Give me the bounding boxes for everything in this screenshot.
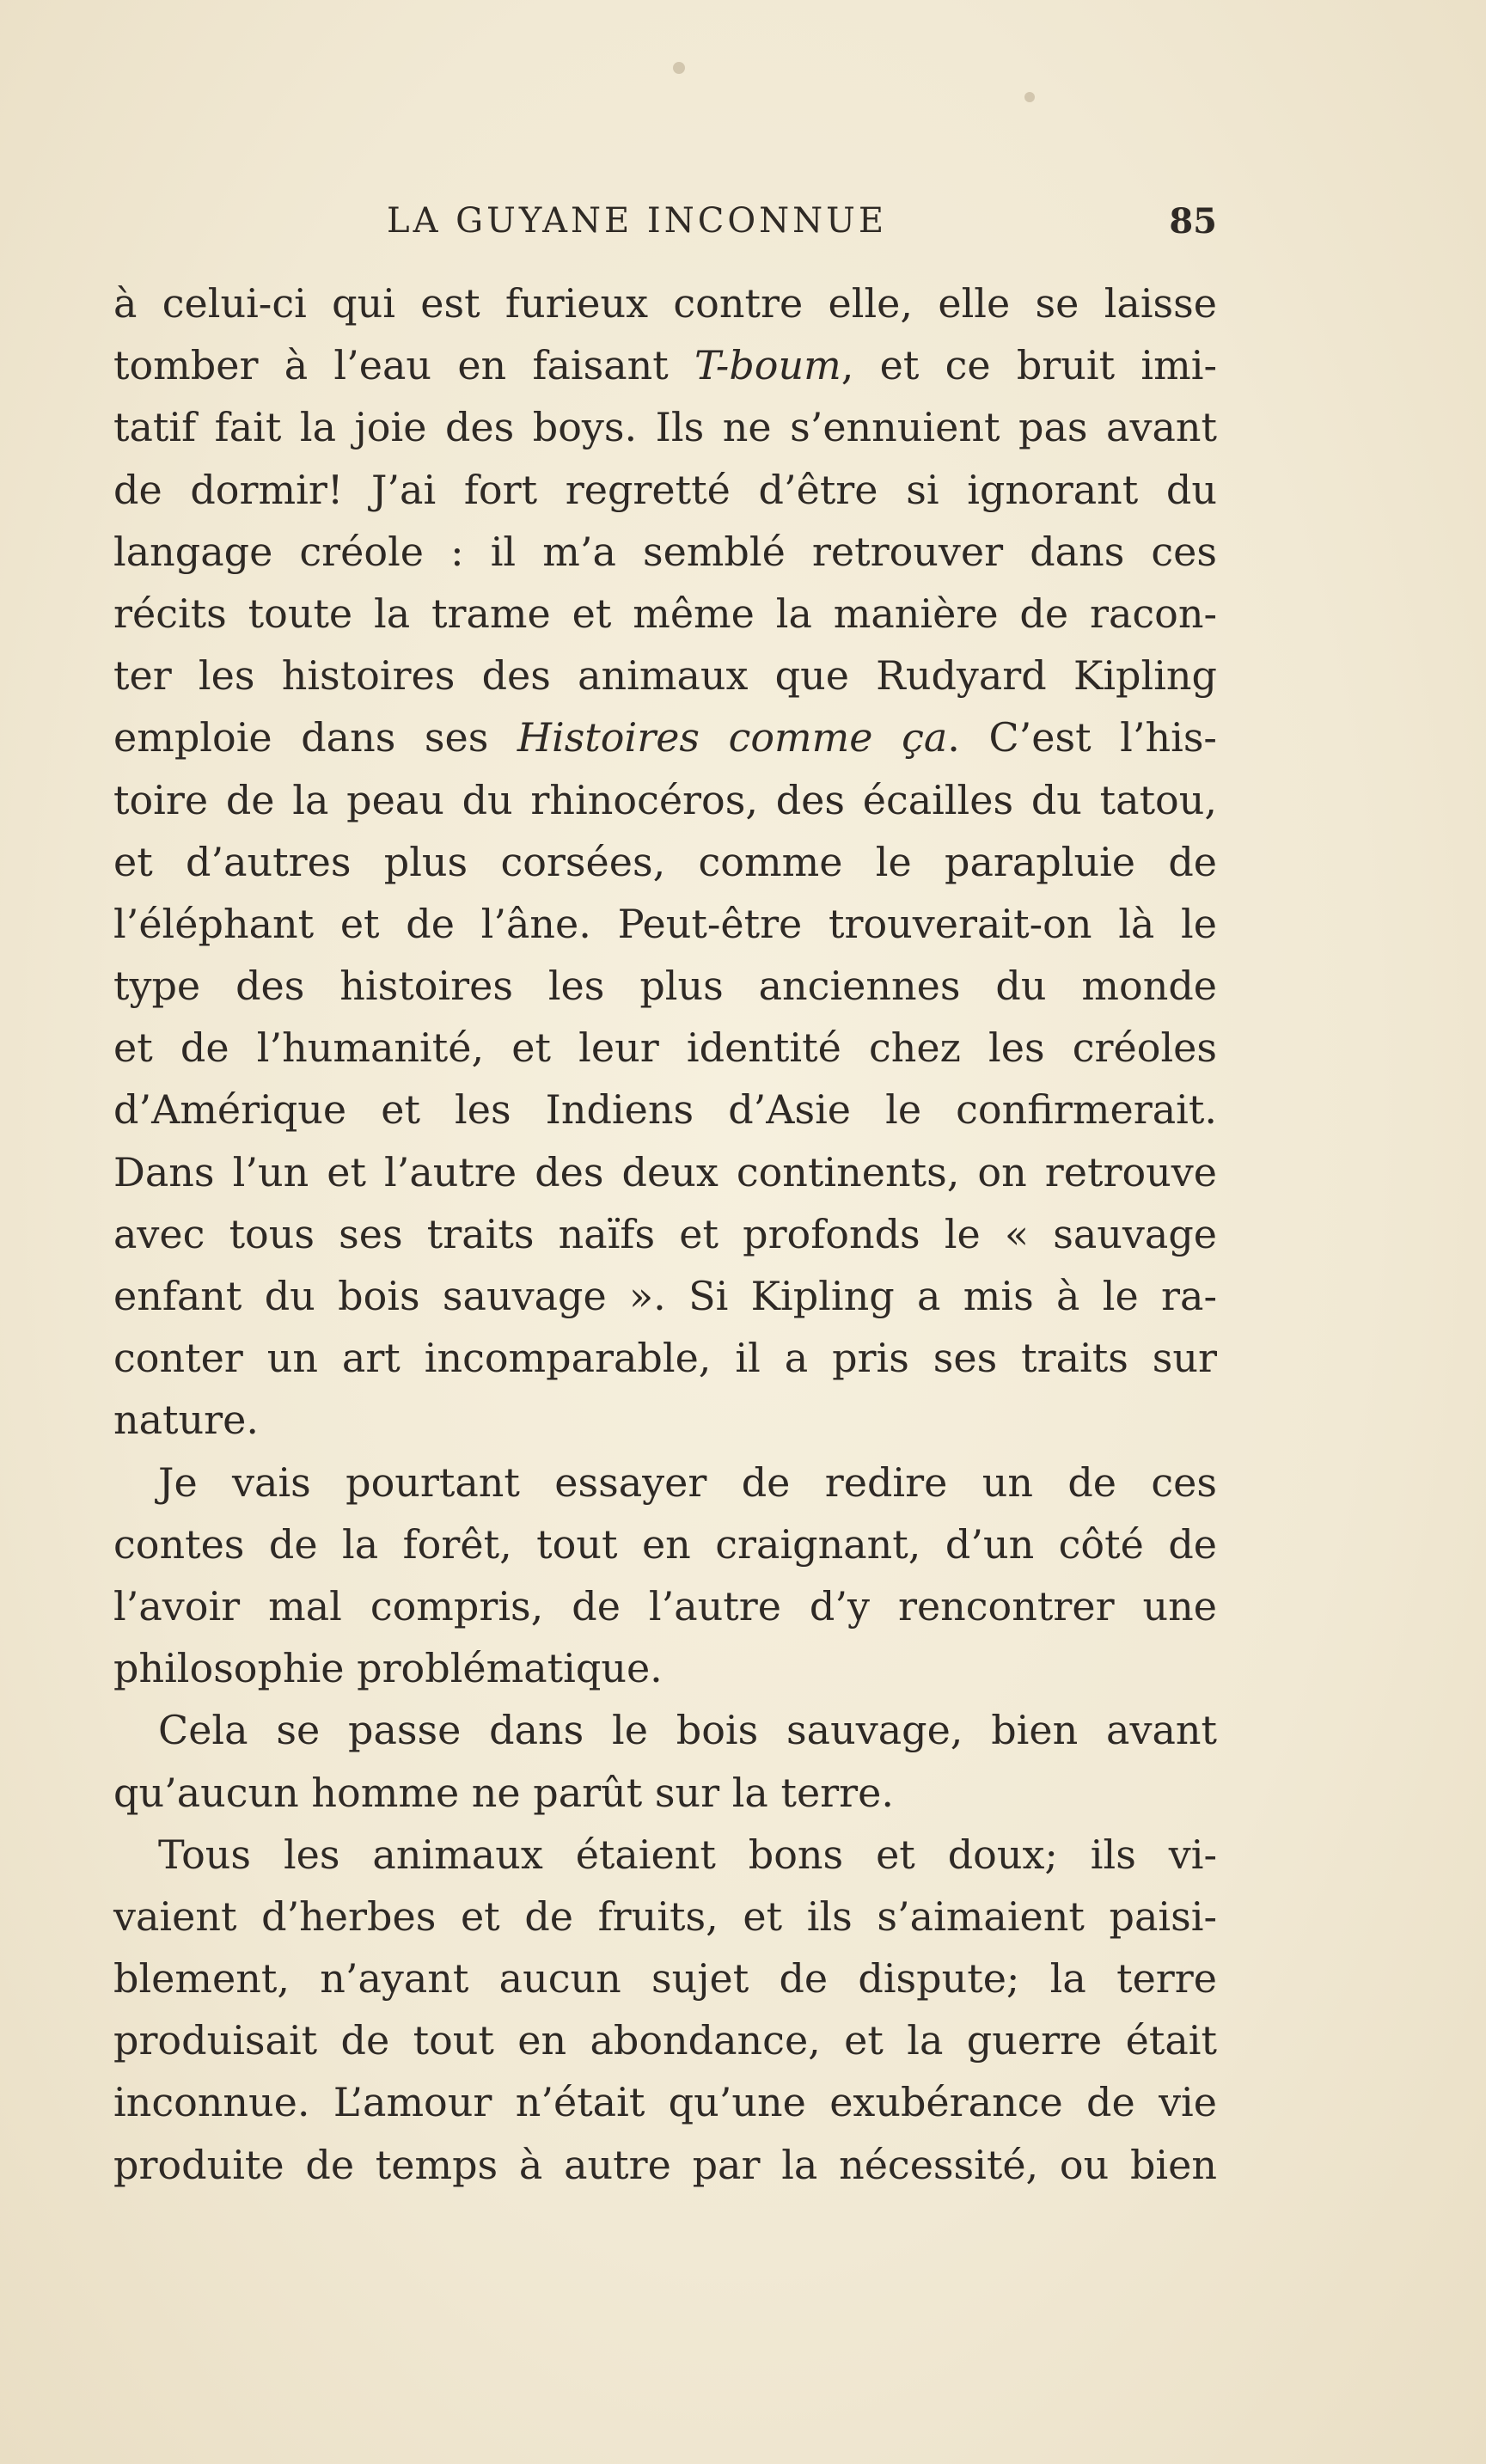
text-line: Cela se passe dans le bois sauvage, bien avant (158, 1707, 1217, 1754)
text-line: type des histoires les plus anciennes du monde (113, 963, 1217, 1010)
text-line: et de l’humanité, et leur identité chez les créoles (113, 1024, 1217, 1072)
text-line: avec tous ses traits naïfs et profonds le « sauvage (113, 1210, 1217, 1257)
text-line: ter les histoires des animaux que Rudyard Kipling (113, 652, 1217, 700)
body-text (113, 272, 1217, 2196)
text-line: conter un art incomparable, il a pris ses traits sur (113, 1335, 1217, 1382)
text-line: inconnue. L’amour n’était qu’une exubérance de vie (113, 2079, 1217, 2126)
text-line: blement, n’ayant aucun sujet de dispute; la terre (113, 1955, 1217, 2002)
text-line: nature. (113, 1397, 259, 1444)
text-line: contes de la forêt, tout en craignant, d’un côté de (113, 1520, 1217, 1568)
text-line: de dormir! J’ai fort regretté d’être si ignorant du (113, 466, 1217, 513)
text-line: produite de temps à autre par la nécessité, ou bien (113, 2141, 1217, 2188)
text-segment: emploie dans ses (113, 714, 517, 761)
text-line: à celui-ci qui est furieux contre elle, elle se laisse (113, 280, 1217, 327)
page-header (113, 196, 1217, 256)
text-line: vaient d’herbes et de fruits, et ils s’aimaient paisi- (113, 1892, 1217, 1940)
running-title: LA GUYANE INCONNUE (387, 201, 888, 241)
page-number: 85 (1169, 201, 1217, 242)
text-segment: , et ce bruit imi- (841, 342, 1217, 389)
text-line: enfant du bois sauvage ». Si Kipling a mis à le ra- (113, 1273, 1217, 1319)
text-line: l’éléphant et de l’âne. Peut-être trouverait-on là le (113, 900, 1217, 947)
ink-spot (673, 62, 685, 74)
italic-title: Histoires comme ça (517, 714, 948, 761)
text-line: récits toute la trame et même la manière de racon- (113, 590, 1217, 637)
text-line: toire de la peau du rhinocéros, des écailles du tatou, (113, 776, 1217, 823)
text-line: qu’aucun homme ne parût sur la terre. (113, 1769, 894, 1816)
text-line: Tous les animaux étaient bons et doux; ils vi- (158, 1831, 1217, 1878)
text-line: d’Amérique et les Indiens d’Asie le confirmerait. (113, 1086, 1217, 1134)
text-line: philosophie problématique. (113, 1645, 663, 1692)
text-line: tatif fait la joie des boys. Ils ne s’ennuient pas avant (113, 404, 1217, 451)
italic-title: T-boum (694, 342, 841, 389)
text-line (113, 706, 1217, 768)
text-line: langage créole : il m’a semblé retrouver dans ces (113, 528, 1217, 575)
text-line: produisait de tout en abondance, et la guerre était (113, 2017, 1217, 2064)
text-line: l’avoir mal compris, de l’autre d’y rencontrer une (113, 1582, 1217, 1629)
text-line: Je vais pourtant essayer de redire un de ces (158, 1458, 1217, 1506)
ink-spot (1024, 92, 1035, 102)
text-segment: tomber à l’eau en faisant (113, 342, 695, 389)
text-line: Dans l’un et l’autre des deux continents, on retrouve (113, 1148, 1217, 1195)
text-line: et d’autres plus corsées, comme le parapluie de (113, 838, 1217, 885)
text-line (113, 334, 1217, 396)
text-segment: . C’est l’his- (947, 714, 1217, 761)
